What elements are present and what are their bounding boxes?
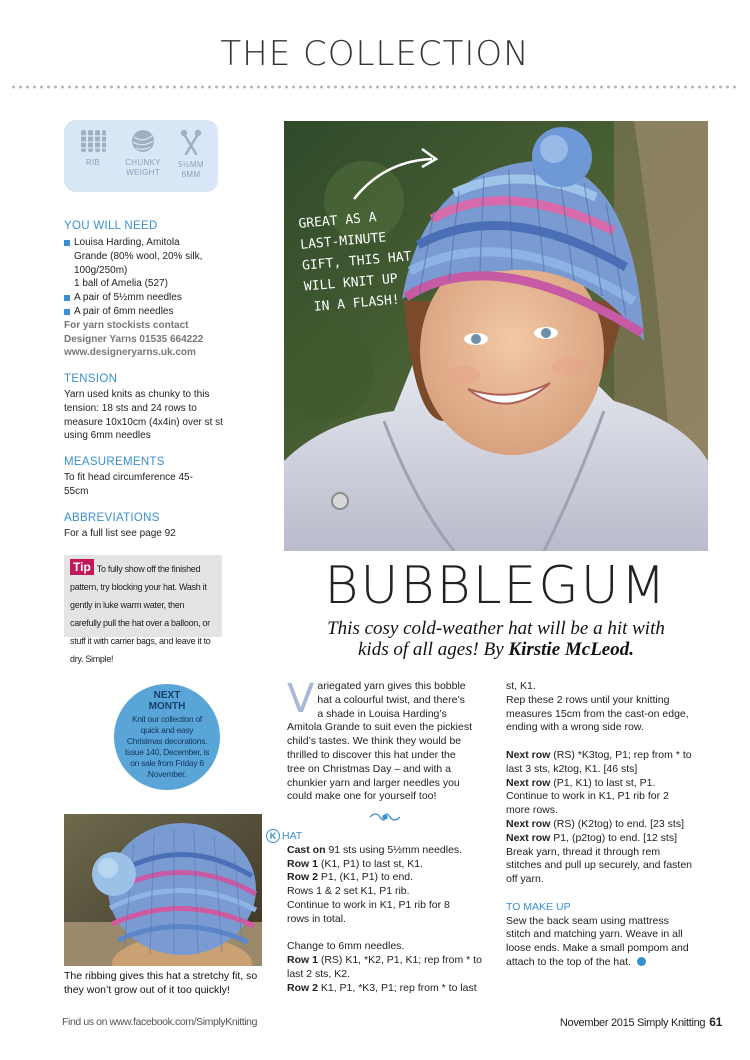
row-1-line: Row 1 (K1, P1) to last st, K1.	[287, 857, 423, 870]
abbreviations-text: For a full list see page 92	[64, 528, 176, 539]
yarn-ball-icon	[129, 128, 157, 154]
tip-box	[64, 555, 222, 664]
list-item: A pair of 5½mm needles	[64, 291, 244, 305]
list-item-cont: 100g/250m)	[74, 264, 128, 276]
next-row-line: Next row (P1, K1) to last st, P1.	[506, 776, 656, 789]
knit-k-icon: K	[266, 829, 280, 843]
main-photo	[284, 121, 708, 551]
next-month-text: Knit our collection of quick and easy Christmas decorations. Issue 140, December, is on sale from Friday 6 November.	[124, 714, 210, 779]
drop-cap: V	[287, 676, 315, 722]
back-view-illustration	[64, 814, 262, 966]
pattern-info-icons	[64, 120, 218, 192]
tip-text: To fully show off the finished pattern, try blocking your hat. Wash it gently in luke warm water, then carefully pull the hat over a balloon, or stuff it with carrier bags, and leave it to dry. Simple!	[70, 564, 211, 664]
measurements-heading: MEASUREMENTS	[64, 456, 165, 468]
abbreviations-heading: ABBREVIATIONS	[64, 512, 160, 524]
yarn-icon-cell	[118, 128, 168, 178]
materials-list	[64, 236, 244, 360]
list-item-cont: Grande (80% wool, 20% silk,	[74, 250, 203, 262]
next-row-line: Next row P1, (p2tog) to end. [12 sts]	[506, 831, 678, 844]
rib-icon	[79, 128, 107, 154]
pattern-title: BUBBLEGUM	[324, 556, 668, 616]
change-needles-line: Change to 6mm needles.	[287, 940, 405, 953]
bullet-icon	[64, 309, 70, 315]
rib-label: RIB	[85, 158, 101, 167]
footer-issue-info: November 2015 Simply Knitting 61	[559, 1015, 722, 1029]
intro-column: V ariegated yarn gives this bobble hat a colourful twist, and there’s a shade in Louisa Harding’s Amitola Grande to suit even the pickiest child’s tastes. We think they would be thrilled to discover this hat under the tree on Christmas Day – and with a chunkier yarn and larger needles you could make one for yourself too!	[287, 676, 473, 803]
bullet-icon	[64, 295, 70, 301]
tension-text: Yarn used knits as chunky to this tension: 18 sts and 24 rows to measure 10x10cm (4x4in) over st st using 6mm needles	[64, 389, 223, 442]
hat-heading: HAT	[282, 830, 303, 842]
cast-on-line: Cast on 91 sts using 5½mm needles.	[287, 843, 463, 856]
list-item-cont: 1 ball of Amelia (527)	[74, 278, 168, 290]
needles-icon-cell	[166, 128, 216, 180]
next-month-title-2: MONTH	[148, 701, 186, 712]
section-title: THE COLLECTION	[220, 34, 530, 74]
stockist-phone: Designer Yarns 01535 664222	[64, 333, 204, 345]
row-2-line: Row 2 P1, (K1, P1) to end.	[287, 871, 414, 884]
page-number: 61	[709, 1015, 722, 1029]
back-view-photo	[64, 814, 262, 966]
photo-caption: The ribbing gives this hat a stretchy fit, so they won’t grow out of it too quickly!	[64, 970, 258, 996]
handwritten-note: GREAT AS A LAST-MINUTE GIFT, THIS HAT WILL KNIT UP IN A FLASH!	[297, 210, 413, 315]
needles-icon	[177, 128, 205, 156]
measurements-text: To fit head circumference 45-55cm	[64, 472, 193, 497]
divider-ornament-icon	[368, 810, 402, 824]
rib-line: Rows 1 & 2 set K1, P1 rib.	[287, 885, 410, 898]
row-1-b-line: Row 1 (RS) K1, *K2, P1, K1; rep from * to	[287, 954, 482, 967]
next-month-badge	[114, 684, 220, 790]
row-2-b-line: Row 2 K1, P1, *K3, P1; rep from * to last	[287, 981, 477, 994]
make-up-heading: TO MAKE UP	[506, 900, 571, 913]
author-name: Kirstie McLeod.	[508, 639, 634, 660]
footer-facebook-link[interactable]: Find us on www.facebook.com/SimplyKnitting	[62, 1016, 258, 1028]
next-row-line: Next row (RS) (K2tog) to end. [23 sts]	[506, 817, 684, 830]
needle-size-label-2: 6MM	[181, 170, 201, 179]
next-month-title-1: NEXT	[153, 690, 181, 701]
tip-label: Tip	[70, 559, 94, 575]
rib-icon-cell	[68, 128, 118, 168]
dotted-divider	[10, 85, 740, 89]
needle-size-label-1: 5½MM	[178, 160, 204, 169]
you-will-need-heading: YOU WILL NEED	[64, 220, 158, 232]
list-item: Louisa Harding, Amitola	[64, 236, 244, 250]
list-item: A pair of 6mm needles	[64, 305, 244, 319]
stockist-url[interactable]: www.designeryarns.uk.com	[64, 347, 196, 359]
girl-in-hat-illustration	[284, 121, 708, 551]
stockist-line: For yarn stockists contact	[64, 319, 189, 331]
bullet-icon	[64, 240, 70, 246]
pattern-subtitle: This cosy cold-weather hat will be a hit with kids of all ages! By Kirstie McLeod.	[327, 618, 665, 660]
end-of-article-icon	[637, 957, 646, 966]
chunky-weight-label: CHUNKY WEIGHT	[125, 158, 161, 177]
hat-instructions: K HAT Cast on 91 sts using 5½mm needles. Row 1 (K1, P1) to last st, K1. Row 2 P1, (K1, P1) to end. Rows 1 & 2 set K1, P1 rib. Continue to work in K1, P1 rib for 8 rows in total. Change to 6mm needles. Row 1 (RS) K1, *K2, P1, K1; rep from * to last 2 sts, K2. Row 2 K1, P1, *K3, P1; rep from * to last	[266, 829, 492, 996]
next-row-line: Next row (RS) *K3tog, P1; rep from * to	[506, 748, 692, 761]
tension-heading: TENSION	[64, 373, 118, 385]
instructions-column-3: st, K1. Rep these 2 rows until your knitting measures 15cm from the cast-on edge, ending with a wrong side row. Next row (RS) *K3tog, P1; rep from * to last 3 sts, k2tog, K1. [46 sts] Next row (P1, K1) to last st, P1. Continue to work in K1, P1 rib for 2 more rows. Next row (RS) (K2tog) to end. [23 sts] Next row P1, (p2tog) to end. [12 sts] Break yarn, thread it through rem stitches and pull up securely, and fasten off yarn. TO MAKE UP Sew the back seam using mattress stitch and matching yarn. Weave in all loose ends. Make a small pompom and attach to the top of the hat.	[506, 680, 716, 970]
